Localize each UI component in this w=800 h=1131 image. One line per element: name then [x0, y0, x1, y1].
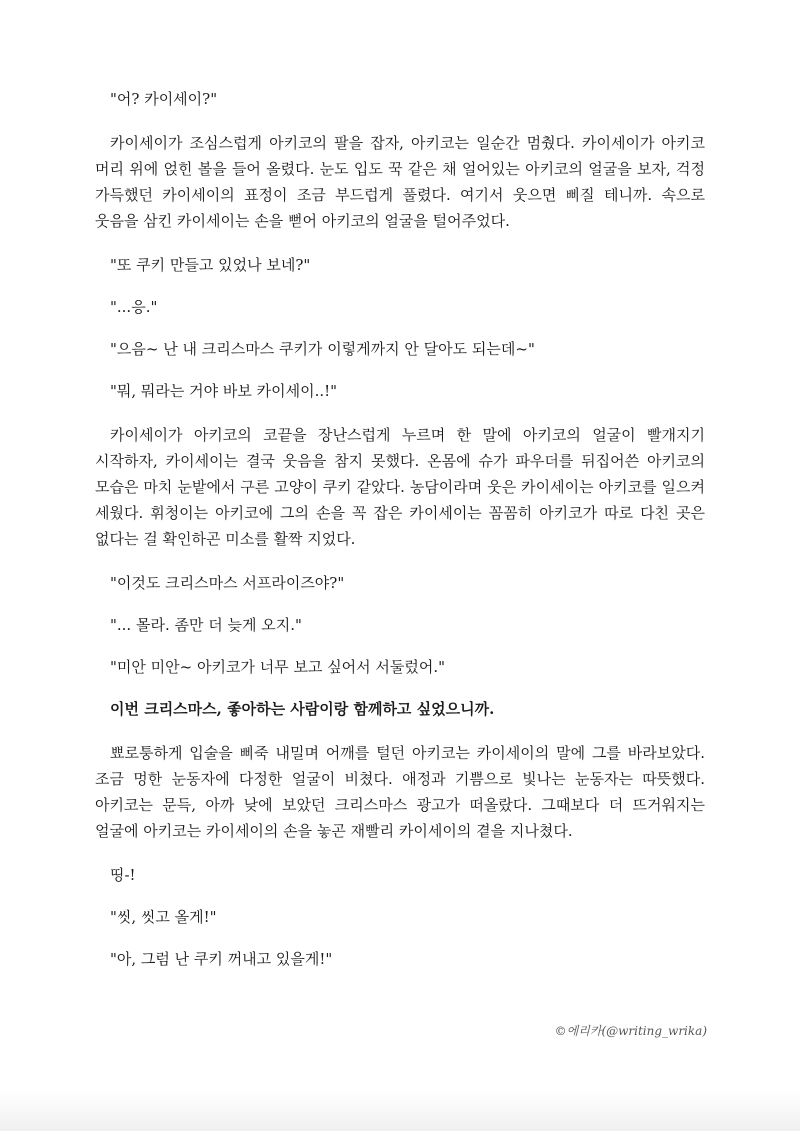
- dialogue-line: "으음~ 난 내 크리스마스 쿠키가 이렇게까지 안 달아도 되는데~": [110, 340, 535, 358]
- narration-paragraph: 카이세이가 조심스럽게 아키코의 팔을 잡자, 아키코는 일순간 멈췄다. 카이세이가 아키코 머리 위에 얹힌 볼을 들어 올렸다. 눈도 입도 꾹 같은 채 얼어있는 아키코의 얼굴을 보자, 걱정 가득했던 카이세이의 표정이 조금 부드럽게 풀렸다. 여기서 웃으면 삐질 테니까. 속으로 웃음을 삼킨 카이세이는 손을 뻗어 아키코의 얼굴을 털어주었다.: [95, 134, 705, 230]
- dialogue-line: "...응.": [110, 298, 158, 316]
- dialogue-line: "뭐, 뭐라는 거야 바보 카이세이..!": [110, 382, 338, 400]
- author-credit: ©에리카(@writing_wrika): [554, 1024, 707, 1038]
- dialogue-line: "... 몰라. 좀만 더 늦게 오지.": [110, 616, 302, 634]
- narration-paragraph: 카이세이가 아키코의 코끝을 장난스럽게 누르며 한 말에 아키코의 얼굴이 빨개지기 시작하자, 카이세이는 결국 웃음을 참지 못했다. 온몸에 슈가 파우더를 뒤집어쓴 아키코의 모습은 마치 눈밭에서 구른 고양이 쿠키 같았다. 농담이라며 웃은 카이세이는 아키코를 일으켜 세웠다. 휘청이는 아키코에 그의 손을 꼭 잡은 카이세이는 꼼꼼히 아키코가 따로 다친 곳은 없다는 걸 확인하곤 미소를 활짝 지었다.: [95, 426, 705, 548]
- page-bottom-shade: [0, 1091, 800, 1131]
- dialogue-line: "미안 미안~ 아키코가 너무 보고 싶어서 서둘렀어.": [110, 658, 446, 676]
- sound-effect-line: 띵-!: [110, 866, 136, 884]
- dialogue-line: "어? 카이세이?": [110, 90, 218, 108]
- story-body: [95, 88, 705, 990]
- dialogue-line: "씻, 씻고 올게!": [110, 908, 217, 926]
- dialogue-line: "아, 그럼 난 쿠키 꺼내고 있을게!": [110, 950, 333, 968]
- dialogue-line: "이것도 크리스마스 서프라이즈야?": [110, 574, 345, 592]
- emphasized-thought: 이번 크리스마스, 좋아하는 사람이랑 함께하고 싶었으니까.: [110, 700, 495, 718]
- dialogue-line: "또 쿠키 만들고 있었나 보네?": [110, 256, 311, 274]
- narration-paragraph: 뾰로퉁하게 입술을 삐죽 내밀며 어깨를 털던 아키코는 카이세이의 말에 그를 바라보았다. 조금 멍한 눈동자에 다정한 얼굴이 비쳤다. 애정과 기쁨으로 빛나는 눈동자는 따뜻했다. 아키코는 문득, 아까 낮에 보았던 크리스마스 광고가 떠올랐다. 그때보다 더 뜨거워지는 얼굴에 아키코는 카이세이의 손을 놓곤 재빨리 카이세이의 곁을 지나쳤다.: [95, 744, 705, 840]
